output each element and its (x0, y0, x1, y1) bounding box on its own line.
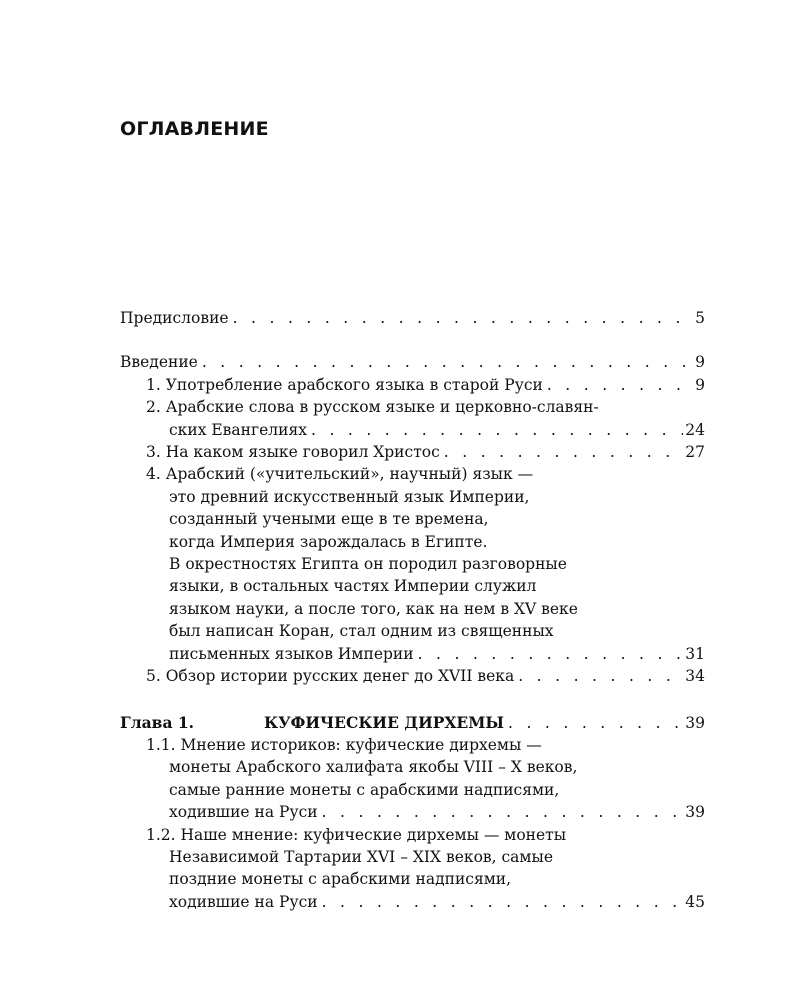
dot-leader (233, 307, 694, 329)
toc-page-number: 5 (695, 309, 705, 327)
table-of-contents (120, 307, 705, 913)
toc-entry-line: 1.1. Мнение историков: куфические дирхемы — (146, 735, 542, 754)
toc-entry-title: 5. Обзор истории русских денег до XVII века (146, 667, 515, 686)
toc-entry-line: когда Империя зарождалась в Египте. (169, 532, 488, 551)
dot-leader (518, 665, 683, 687)
toc-entry-line: ходившие на Руси (169, 892, 318, 911)
toc-entry-line: письменных языков Империи (169, 644, 414, 663)
dot-leader (322, 801, 684, 823)
toc-entry-preface[interactable] (120, 307, 705, 329)
toc-entry-title: 3. На каком языке говорил Христос (146, 443, 440, 462)
dot-leader (547, 374, 693, 396)
toc-entry-line: был написан Коран, стал одним из священных (169, 622, 554, 641)
toc-entry-title: Предисловие (120, 309, 229, 327)
toc-entry-intro-1[interactable] (120, 374, 705, 396)
toc-page-number: 9 (695, 353, 705, 372)
toc-entry-line: 4. Арабский («учительский», научный) язык — (146, 465, 534, 484)
toc-entry-section-1-2[interactable] (120, 824, 705, 914)
toc-page-number: 39 (685, 803, 705, 822)
dot-leader (311, 419, 683, 441)
toc-entry-line: 2. Арабские слова в русском языке и церковно-славян- (146, 398, 599, 417)
toc-entry-line: поздние монеты с арабскими надписями, (169, 870, 512, 889)
toc-page-number: 34 (685, 667, 705, 686)
toc-entry-title: 1. Употребление арабского языка в старой Руси (146, 375, 543, 394)
toc-entry-section-1-1[interactable] (120, 734, 705, 824)
toc-entry-line: ходившие на Руси (169, 803, 318, 822)
dot-leader (508, 712, 683, 734)
dot-leader (418, 643, 684, 665)
toc-page-number: 39 (685, 713, 705, 732)
toc-entry-title: Введение (120, 353, 198, 372)
chapter-label: Глава 1. (120, 712, 195, 732)
dot-leader (202, 351, 693, 373)
toc-entry-intro-4[interactable] (120, 463, 705, 665)
toc-entry-line: языком науки, а после того, как на нем в XV веке (169, 599, 578, 618)
chapter-title: КУФИЧЕСКИЕ ДИРХЕМЫ (264, 712, 504, 732)
toc-entry-line: созданный учеными еще в те времена, (169, 510, 489, 529)
toc-page-number: 27 (685, 443, 705, 462)
toc-entry-chapter-1[interactable] (120, 712, 705, 734)
toc-entry-line: монеты Арабского халифата якобы VIII – X веков, (169, 758, 578, 777)
toc-page-number: 45 (685, 892, 705, 911)
toc-entry-intro[interactable] (120, 351, 705, 373)
toc-page-number: 31 (685, 644, 705, 663)
toc-entry-intro-5[interactable] (120, 665, 705, 687)
dot-leader (322, 891, 684, 913)
page-title: ОГЛАВЛЕНИЕ (120, 118, 269, 140)
toc-entry-line: 1.2. Наше мнение: куфические дирхемы — монеты (146, 825, 567, 844)
toc-entry-line: В окрестностях Египта он породил разговорные (169, 555, 567, 574)
toc-page-number: 9 (695, 375, 705, 394)
toc-entry-intro-3[interactable] (120, 441, 705, 463)
toc-entry-line: Независимой Тартарии XVI – XIX веков, самые (169, 847, 553, 866)
toc-entry-line: ских Евангелиях (169, 420, 307, 439)
dot-leader (444, 441, 683, 463)
toc-entry-line: языки, в остальных частях Империи служил (169, 577, 537, 596)
toc-page-number: 24 (685, 420, 705, 439)
toc-entry-intro-2[interactable] (120, 396, 705, 441)
toc-entry-line: это древний искусственный язык Империи, (169, 487, 530, 506)
toc-entry-line: самые ранние монеты с арабскими надписями, (169, 780, 560, 799)
